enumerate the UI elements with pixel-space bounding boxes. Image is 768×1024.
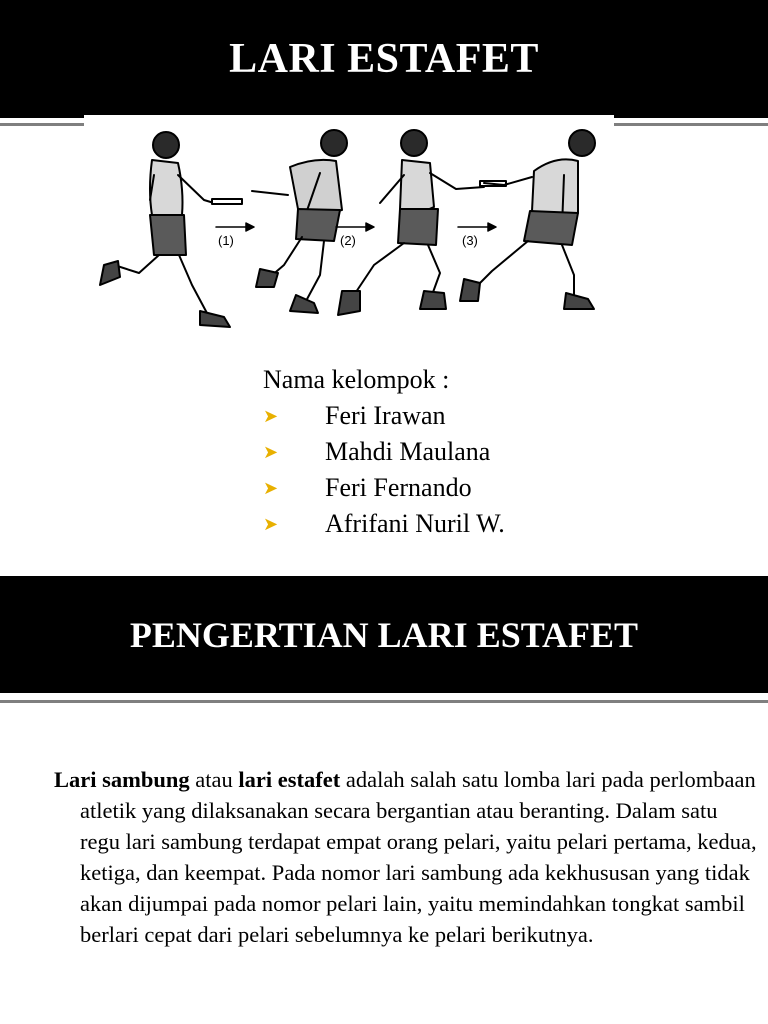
- slide1-title: LARI ESTAFET: [229, 36, 539, 82]
- group-label: Nama kelompok :: [263, 365, 450, 394]
- list-item: [263, 506, 505, 542]
- definition-paragraph: [54, 764, 760, 950]
- arrow-bullet-icon: ➤: [263, 514, 279, 534]
- arrow-1: [216, 223, 254, 231]
- definition-connector: atau: [189, 767, 239, 792]
- slide2-title-banner: [0, 576, 768, 693]
- runner-4-figure: [460, 130, 595, 309]
- member-name: Mahdi Maulana: [325, 437, 491, 466]
- group-members-block: [263, 362, 505, 542]
- list-item: [263, 470, 505, 506]
- slide1-title-banner: [0, 0, 768, 118]
- arrow-bullet-icon: ➤: [263, 478, 279, 498]
- member-name: Feri Irawan: [325, 401, 446, 430]
- relay-illustration: [84, 115, 614, 340]
- slide2-divider: [0, 700, 768, 703]
- list-item: [263, 398, 505, 434]
- runner-2-figure: [252, 130, 347, 313]
- relay-runners-drawing: [84, 115, 614, 340]
- member-name: Afrifani Nuril W.: [325, 509, 505, 538]
- definition-term-1: Lari sambung: [54, 767, 190, 792]
- member-list: [263, 398, 505, 542]
- definition-term-2: lari estafet: [238, 767, 341, 792]
- arrow-bullet-icon: ➤: [263, 406, 279, 426]
- step-label-2: (2): [340, 233, 356, 248]
- definition-body: adalah salah satu lomba lari pada perlombaan atletik yang dilaksanakan secara bergantian atau beranting. Dalam satu regu lari sambung terdapat empat orang pelari, yaitu pelari pertama, kedua, ketiga, dan keempat. Pada nomor lari sambung ada kekhususan yang tidak akan dijumpai pada nomor pelari lain, yaitu memindahkan tongkat sambil berlari cepat dari pelari sebelumnya ke pelari berikutnya.: [80, 767, 757, 947]
- member-name: Feri Fernando: [325, 473, 472, 502]
- arrow-bullet-icon: ➤: [263, 442, 279, 462]
- slide2-title: PENGERTIAN LARI ESTAFET: [129, 614, 639, 655]
- runner-1-figure: [100, 132, 230, 327]
- list-item: [263, 434, 505, 470]
- step-label-3: (3): [462, 233, 478, 248]
- baton-1: [212, 199, 242, 204]
- arrow-2: [336, 223, 374, 231]
- arrow-3: [458, 223, 496, 231]
- step-label-1: (1): [218, 233, 234, 248]
